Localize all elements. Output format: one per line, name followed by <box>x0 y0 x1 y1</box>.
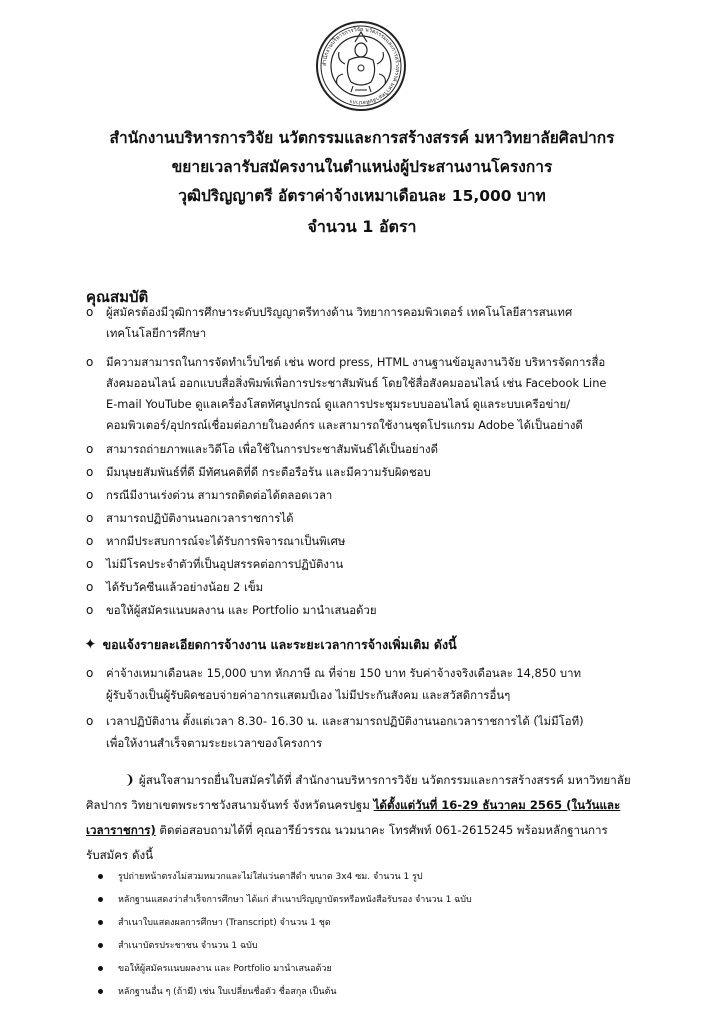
list-item: เวลาปฏิบัติงาน ตั้งแต่เวลา 8.30- 16.30 น. และสามารถปฏิบัติงานนอกเวลาราชการได้ (ไม่มีโอที) <box>106 714 584 728</box>
document-text: หลักฐานแสดงว่าสำเร็จการศึกษา ได้แก่ สำเนาปริญญาบัตรหรือหนังสือรับรอง จำนวน 1 ฉบับ <box>118 895 472 905</box>
list-item: สามารถปฏิบัติงานนอกเวลาราชการได้ <box>106 511 294 525</box>
list-item: หากมีประสบการณ์จะได้รับการพิจารณาเป็นพิเศษ <box>106 534 346 548</box>
circle-bullet-icon: o <box>86 603 94 617</box>
document-text: รูปถ่ายหน้าตรงไม่สวมหมวกและไม่ใส่แว่นตาสีดำ ขนาด 3x4 ซม. จำนวน 1 รูป <box>118 872 423 882</box>
document-text: สำเนาใบแสดงผลการศึกษา (Transcript) จำนวน 1 ชุด <box>118 918 331 928</box>
circle-bullet-icon: o <box>86 465 94 479</box>
list-item: ผู้สมัครต้องมีวุฒิการศึกษาระดับปริญญาตรีทางด้าน วิทยาการคอมพิวเตอร์ เทคโนโลยีสารสนเทศ <box>106 305 573 319</box>
list-item <box>118 892 678 908</box>
header-line-2: ขยายเวลารับสมัครงานในตำแหน่งผู้ประสานงานโครงการ <box>171 158 553 176</box>
list-item: ได้รับวัคซีนแล้วอย่างน้อย 2 เข็ม <box>106 580 264 594</box>
seal-text: สำนักงานบริหารการวิจัย นวัตกรรมและการสร้างสรรค์ มหาวิทยาลัยศิลปากร <box>321 26 401 106</box>
bullet-dot-icon <box>98 966 103 971</box>
list-item: ไม่มีโรคประจำตัวที่เป็นอุปสรรคต่อการปฏิบัติงาน <box>106 557 344 571</box>
header-line-3: วุฒิปริญญาตรี อัตราค่าจ้างเหมาเดือนละ 15,000 บาท <box>178 187 546 205</box>
application-time-highlight: เวลาราชการ) <box>86 823 156 837</box>
list-item-continuation: E-mail YouTube ดูแลเครื่องโสตทัศนูปกรณ์ ดูแลการประชุมระบบออนไลน์ ดูแลระบบเครือข่าย/ <box>106 397 571 411</box>
list-item: กรณีมีงานเร่งด่วน สามารถติดต่อได้ตลอดเวลา <box>106 488 333 502</box>
list-item: ขอให้ผู้สมัครแนบผลงาน และ Portfolio มานำเสนอด้วย <box>106 603 377 617</box>
application-line-2 <box>86 795 620 815</box>
header-line-1: สำนักงานบริหารการวิจัย นวัตกรรมและการสร้างสรรค์ มหาวิทยาลัยศิลปากร <box>109 129 615 147</box>
circle-bullet-icon: o <box>86 714 94 728</box>
list-item-continuation: คอมพิวเตอร์/อุปกรณ์เชื่อมต่อภายในองค์กร และสามารถใช้งานชุดโปรแกรม Adobe ได้เป็นอย่างดี <box>106 418 583 432</box>
header-line-4: จำนวน 1 อัตรา <box>307 217 417 236</box>
list-item: ค่าจ้างเหมาเดือนละ 15,000 บาท หักภาษี ณ ที่จ่าย 150 บาท รับค่าจ้างจริงเดือนละ 14,850 บาท <box>106 666 582 680</box>
circle-bullet-icon: o <box>86 511 94 525</box>
application-line-1 <box>124 770 631 791</box>
list-item <box>118 869 678 885</box>
circle-bullet-icon: o <box>86 355 94 369</box>
circle-bullet-icon: o <box>86 305 94 319</box>
list-item <box>118 938 678 954</box>
bullet-dot-icon <box>98 989 103 994</box>
employment-title-text: ขอแจ้งรายละเอียดการจ้างงาน และระยะเวลาการจ้างเพิ่มเติม ดังนี้ <box>102 637 457 652</box>
document-text: หลักฐานอื่น ๆ (ถ้ามี) เช่น ใบเปลี่ยนชื่อตัว ชื่อสกุล เป็นต้น <box>118 987 337 997</box>
document-text: สำเนาบัตรประชาชน จำนวน 1 ฉบับ <box>118 941 258 951</box>
list-item: มีความสามารถในการจัดทำเว็บไซต์ เช่น word press, HTML งานฐานข้อมูลงานวิจัย บริหารจัดการสื่อ <box>106 355 606 369</box>
application-date-highlight: ได้ตั้งแต่วันที่ 16-29 ธันวาคม 2565 (ในวันและ <box>373 798 621 812</box>
list-item-continuation: ผู้รับจ้างเป็นผู้รับผิดชอบจ่ายค่าอากรแสตมป์เอง ไม่มีประกันสังคม และสวัสดิการอื่นๆ <box>106 688 511 702</box>
bullet-dot-icon <box>98 943 103 948</box>
qualifications-title: คุณสมบัติ <box>86 288 149 306</box>
application-line-4: รับสมัคร ดังนี้ <box>86 848 154 862</box>
bracket-mark-icon: ❩ <box>124 773 135 788</box>
list-item <box>118 984 678 1000</box>
list-item <box>118 961 678 977</box>
list-item-continuation: สังคมออนไลน์ ออกแบบสื่อสิ่งพิมพ์เพื่อการประชาสัมพันธ์ โดยใช้สื่อสังคมออนไลน์ เช่น Facebook Line <box>106 376 607 390</box>
employment-title <box>84 634 457 655</box>
bullet-dot-icon <box>98 874 103 879</box>
application-line-2-pre: ศิลปากร วิทยาเขตพระราชวังสนามจันทร์ จังหวัดนครปฐม <box>86 798 374 812</box>
list-item-continuation: เพื่อให้งานสำเร็จตามระยะเวลาของโครงการ <box>106 736 323 750</box>
bullet-dot-icon <box>98 897 103 902</box>
circle-bullet-icon: o <box>86 488 94 502</box>
list-item <box>118 915 678 931</box>
list-item: มีมนุษยสัมพันธ์ที่ดี มีทัศนคติที่ดี กระตือรือร้น และมีความรับผิดชอบ <box>106 465 431 479</box>
university-seal-icon <box>315 20 407 112</box>
circle-bullet-icon: o <box>86 557 94 571</box>
bullet-dot-icon <box>98 920 103 925</box>
circle-bullet-icon: o <box>86 534 94 548</box>
four-point-star-icon: ✦ <box>84 635 97 653</box>
list-item-continuation: เทคโนโลยีการศึกษา <box>106 326 207 340</box>
document-text: ขอให้ผู้สมัครแนบผลงาน และ Portfolio มานำเสนอด้วย <box>118 964 332 974</box>
circle-bullet-icon: o <box>86 580 94 594</box>
application-line-3-post: ติดต่อสอบถามได้ที่ คุณอารีย์วรรณ นวมนาคะ โทรศัพท์ 061-2615245 พร้อมหลักฐานการ <box>155 823 608 837</box>
circle-bullet-icon: o <box>86 442 94 456</box>
circle-bullet-icon: o <box>86 666 94 680</box>
application-line-1-text: ผู้สนใจสามารถยื่นใบสมัครได้ที่ สำนักงานบริหารการวิจัย นวัตกรรมและการสร้างสรรค์ มหาวิทยาลัย <box>138 773 631 787</box>
application-line-3 <box>86 820 608 840</box>
list-item: สามารถถ่ายภาพและวิดีโอ เพื่อใช้ในการประชาสัมพันธ์ได้เป็นอย่างดี <box>106 442 438 456</box>
